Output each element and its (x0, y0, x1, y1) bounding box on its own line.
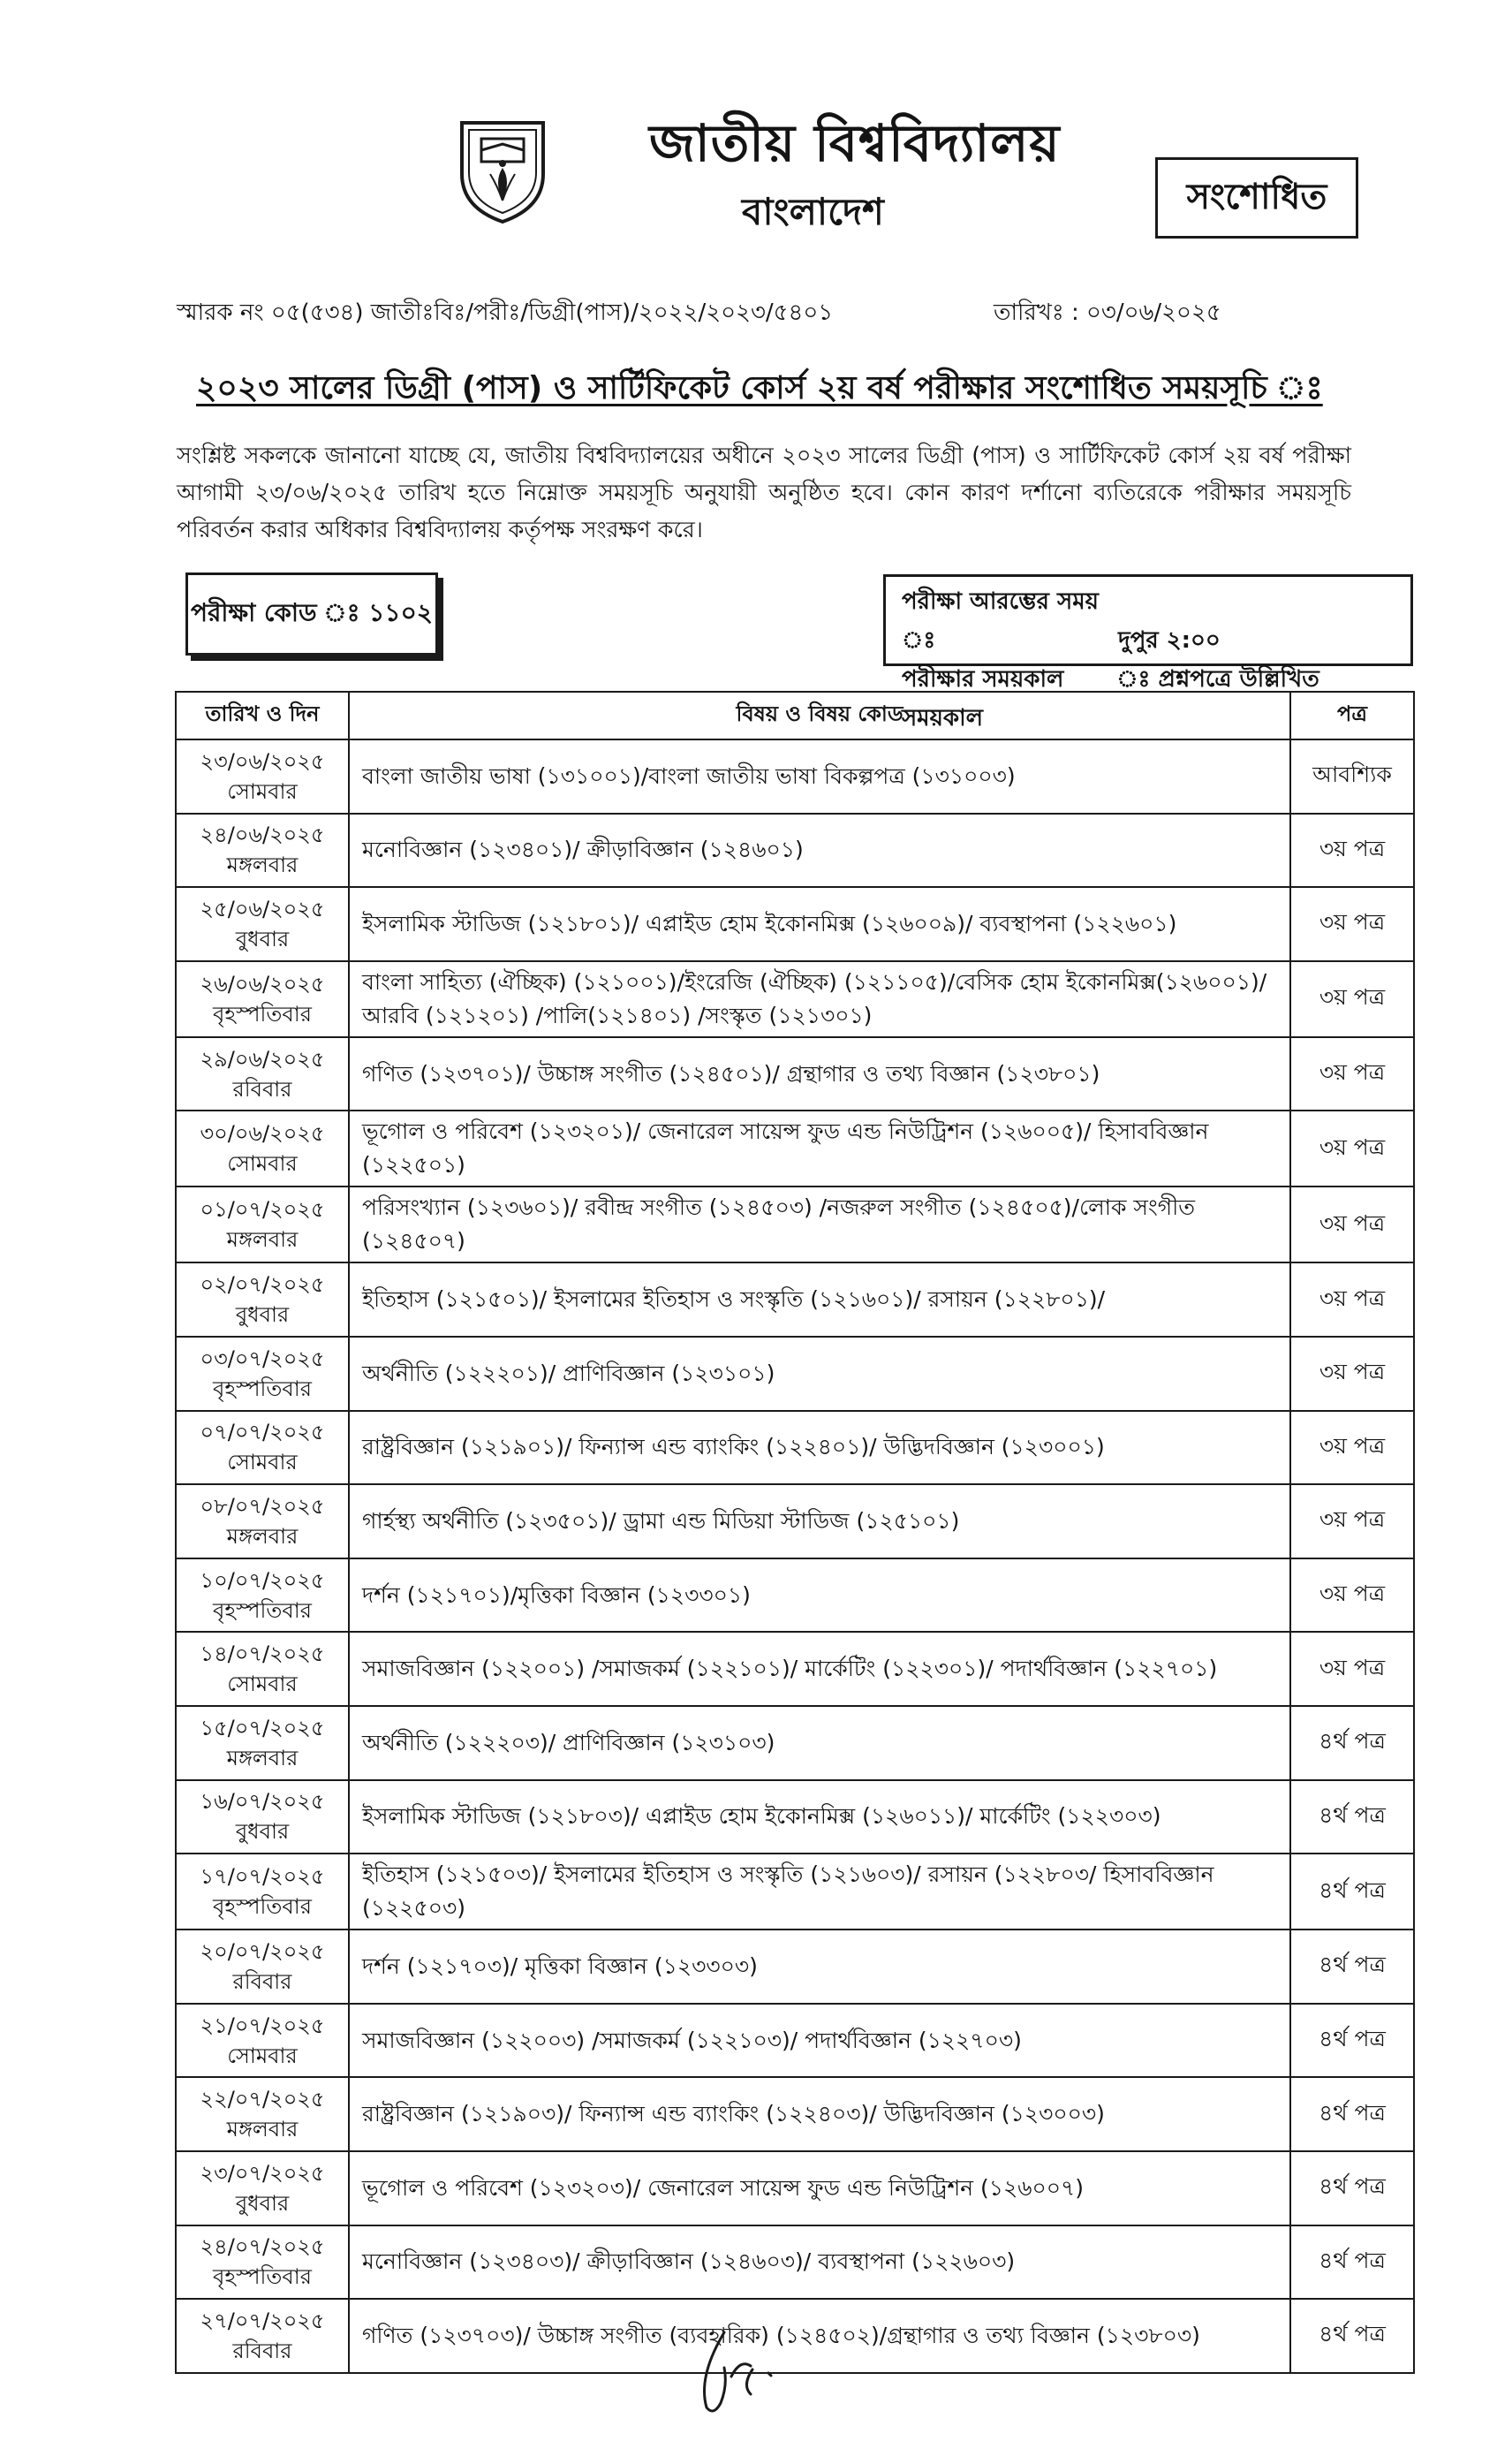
date-cell (176, 1337, 349, 1411)
paper-cell: ৪র্থ পত্র (1290, 2151, 1414, 2225)
date-cell (176, 1262, 349, 1337)
exam-day: বৃহস্পতিবার (213, 1597, 312, 1623)
exam-day: মঙ্গলবার (226, 2117, 299, 2142)
date-cell (176, 1780, 349, 1854)
table-row (176, 739, 1414, 814)
university-logo (455, 119, 550, 225)
date-cell (176, 814, 349, 888)
exam-day: রবিবার (232, 1968, 292, 1994)
exam-date: ০৭/০৭/২০২৫ (200, 1420, 325, 1445)
subject-cell: সমাজবিজ্ঞান (১২২০০১) /সমাজকর্ম (১২২১০১)/ মার্কেটিং (১২২৩০১)/ পদার্থবিজ্ঞান (১২২৭০১) (349, 1632, 1290, 1706)
paper-cell: ৪র্থ পত্র (1290, 1780, 1414, 1854)
paper-cell: ৩য় পত্র (1290, 961, 1414, 1037)
table-row (176, 961, 1414, 1037)
table-header-row (176, 692, 1414, 739)
revised-stamp: সংশোধিত (1155, 157, 1358, 239)
notice-paragraph: সংশ্লিষ্ট সকলকে জানানো যাচ্ছে যে, জাতীয় বিশ্ববিদ্যালয়ের অধীনে ২০২৩ সালের ডিগ্রী (পাস) ও সার্টিফিকেট কোর্স ২য় বর্ষ পরীক্ষা আগামী ২৩/০৬/২০২৫ তারিখ হতে নিম্নোক্ত সময়সূচি অনুযায়ী অনুষ্ঠিত হবে। কোন কারণ দর্শানো ব্যতিরেকে পরীক্ষার সময়সূচি পরিবর্তন করার অধিকার বিশ্ববিদ্যালয় কর্তৃপক্ষ সংরক্ষণ করে। (177, 443, 1351, 543)
date-cell (176, 887, 349, 961)
table-row (176, 2225, 1414, 2300)
table-row (176, 1037, 1414, 1111)
table-row (176, 2077, 1414, 2151)
subject-cell: পরিসংখ্যান (১২৩৬০১)/ রবীন্দ্র সংগীত (১২৪৫০৩) /নজরুল সংগীত (১২৪৫০৫)/লোক সংগীত (১২৪৫০৭) (349, 1187, 1290, 1262)
exam-day: সোমবার (227, 2043, 298, 2068)
subject-cell: দর্শন (১২১৭০১)/মৃত্তিকা বিজ্ঞান (১২৩৩০১) (349, 1558, 1290, 1633)
exam-date: ১০/০৭/২০২৫ (200, 1567, 325, 1593)
university-country: বাংলাদেশ (742, 190, 884, 233)
subject-cell: রাষ্ট্রবিজ্ঞান (১২১৯০৩)/ ফিন্যান্স এন্ড ব্যাংকিং (১২২৪০৩)/ উদ্ভিদবিজ্ঞান (১২৩০০৩) (349, 2077, 1290, 2151)
paper-cell: ৩য় পত্র (1290, 887, 1414, 961)
exam-day: বৃহস্পতিবার (213, 1376, 312, 1401)
paper-cell: ৩য় পত্র (1290, 1558, 1414, 1633)
paper-cell: ৩য় পত্র (1290, 1111, 1414, 1187)
exam-date: ২৩/০৭/২০২৫ (200, 2160, 325, 2186)
table-row (176, 1930, 1414, 2004)
subject-cell: ভূগোল ও পরিবেশ (১২৩২০১)/ জেনারেল সায়েন্স ফুড এন্ড নিউট্রিশন (১২৬০০৫)/ হিসাববিজ্ঞান (১২২৫০১) (349, 1111, 1290, 1187)
exam-date: ২০/০৭/২০২৫ (200, 1938, 325, 1964)
date-cell (176, 2077, 349, 2151)
exam-date: ২১/০৭/২০২৫ (200, 2013, 325, 2038)
subject-cell: মনোবিজ্ঞান (১২৩৪০৩)/ ক্রীড়াবিজ্ঞান (১২৪৬০৩)/ ব্যবস্থাপনা (১২২৬০৩) (349, 2225, 1290, 2300)
paper-cell: ৩য় পত্র (1290, 1262, 1414, 1337)
exam-day: বৃহস্পতিবার (213, 2264, 312, 2290)
exam-date: ০৩/০৭/২০২৫ (200, 1346, 325, 1371)
paper-cell: ৪র্থ পত্র (1290, 2077, 1414, 2151)
table-row (176, 1780, 1414, 1854)
exam-duration-value: ঃ প্রশ্নপত্রে উল্লিখিত সময়কাল (902, 666, 1319, 732)
paper-cell: ৪র্থ পত্র (1290, 1854, 1414, 1930)
paper-cell: ৪র্থ পত্র (1290, 2004, 1414, 2078)
exam-date: ২৪/০৬/২০২৫ (200, 823, 325, 848)
subject-cell: দর্শন (১২১৭০৩)/ মৃত্তিকা বিজ্ঞান (১২৩৩০৩) (349, 1930, 1290, 2004)
date-cell (176, 1558, 349, 1633)
table-row (176, 1187, 1414, 1262)
subject-cell: ইসলামিক স্টাডিজ (১২১৮০৩)/ এপ্লাইড হোম ইকোনমিক্স (১২৬০১১)/ মার্কেটিং (১২২৩০৩) (349, 1780, 1290, 1854)
table-row (176, 1262, 1414, 1337)
exam-day: মঙ্গলবার (226, 1227, 299, 1253)
column-header-paper: পত্র (1290, 692, 1414, 739)
paper-cell: ৩য় পত্র (1290, 814, 1414, 888)
exam-date: ২৭/০৭/২০২৫ (200, 2308, 325, 2333)
exam-day: সোমবার (227, 778, 298, 804)
subject-cell: ভূগোল ও পরিবেশ (১২৩২০৩)/ জেনারেল সায়েন্স ফুড এন্ড নিউট্রিশন (১২৬০০৭) (349, 2151, 1290, 2225)
schedule-table-body (176, 739, 1414, 2373)
exam-date: ০২/০৭/২০২৫ (200, 1272, 325, 1298)
memo-reference: স্মারক নং ০৫(৫৩৪) জাতীঃবিঃ/পরীঃ/ডিগ্রী(পাস)/২০২২/২০২৩/৫৪০১ (177, 299, 834, 326)
exam-code-box (185, 572, 438, 656)
exam-date: ১৬/০৭/২০২৫ (200, 1789, 325, 1815)
subject-cell: গার্হস্থ্য অর্থনীতি (১২৩৫০১)/ ড্রামা এন্ড মিডিয়া স্টাডিজ (১২৫১০১) (349, 1484, 1290, 1558)
date-cell (176, 739, 349, 814)
exam-date: ২৯/০৬/২০২৫ (200, 1046, 325, 1072)
exam-day: মঙ্গলবার (226, 853, 299, 878)
exam-day: রবিবার (232, 2338, 292, 2363)
table-row (176, 1337, 1414, 1411)
date-cell (176, 2004, 349, 2078)
exam-date: ১৭/০৭/২০২৫ (200, 1864, 325, 1890)
subject-cell: সমাজবিজ্ঞান (১২২০০৩) /সমাজকর্ম (১২২১০৩)/ পদার্থবিজ্ঞান (১২২৭০৩) (349, 2004, 1290, 2078)
exam-start-value: দুপুর ২:০০ (1118, 627, 1221, 654)
paper-cell: ৩য় পত্র (1290, 1632, 1414, 1706)
exam-start-line (902, 582, 1395, 660)
date-cell (176, 1411, 349, 1485)
table-row (176, 1854, 1414, 1930)
paper-cell: ৪র্থ পত্র (1290, 1706, 1414, 1780)
table-row (176, 1411, 1414, 1485)
subject-cell: অর্থনীতি (১২২২০৩)/ প্রাণিবিজ্ঞান (১২৩১০৩) (349, 1706, 1290, 1780)
date-cell (176, 2225, 349, 2300)
exam-date: ২২/০৭/২০২৫ (200, 2087, 325, 2112)
paper-cell: ৩য় পত্র (1290, 1411, 1414, 1485)
paper-cell: ৩য় পত্র (1290, 1187, 1414, 1262)
exam-time-box (883, 574, 1413, 732)
paper-cell: ৪র্থ পত্র (1290, 2299, 1414, 2373)
subject-cell: বাংলা সাহিত্য (ঐচ্ছিক) (১২১০০১)/ইংরেজি (ঐচ্ছিক) (১২১১০৫)/বেসিক হোম ইকোনমিক্স(১২৬০০১)/ আরবি (১২১২০১) /পালি(১২১৪০১) /সংস্কৃত (১২১৩০১) (349, 961, 1290, 1037)
signature (689, 2324, 813, 2421)
exam-day: বুধবার (235, 1819, 290, 1845)
exam-day: বুধবার (235, 926, 290, 951)
page-title: ২০২৩ সালের ডিগ্রী (পাস) ও সার্টিফিকেট কোর্স ২য় বর্ষ পরীক্ষার সংশোধিত সময়সূচি ঃ (196, 370, 1323, 406)
exam-date: ১৫/০৭/২০২৫ (200, 1715, 325, 1740)
exam-day: বুধবার (235, 1302, 290, 1328)
table-row (176, 1484, 1414, 1558)
date-cell (176, 2151, 349, 2225)
exam-date: ০৮/০৭/২০২৫ (200, 1493, 325, 1519)
exam-day: মঙ্গলবার (226, 1745, 299, 1770)
university-name: জাতীয় বিশ্ববিদ্যালয় (649, 113, 1061, 173)
table-row (176, 1558, 1414, 1633)
memo-date: তারিখঃ : ০৩/০৬/২০২৫ (994, 299, 1221, 326)
paper-cell: আবশ্যিক (1290, 739, 1414, 814)
exam-day: সোমবার (227, 1450, 298, 1475)
date-cell (176, 1854, 349, 1930)
date-cell (176, 1037, 349, 1111)
exam-date: ২৪/০৭/২০২৫ (200, 2234, 325, 2260)
exam-date: ০১/০৭/২০২৫ (200, 1197, 325, 1223)
table-row (176, 2151, 1414, 2225)
exam-date: ৩০/০৬/২০২৫ (200, 1121, 325, 1147)
column-header-date: তারিখ ও দিন (176, 692, 349, 739)
subject-cell: বাংলা জাতীয় ভাষা (১৩১০০১)/বাংলা জাতীয় ভাষা বিকল্পপত্র (১৩১০০৩) (349, 739, 1290, 814)
exam-date: ২৫/০৬/২০২৫ (200, 896, 325, 921)
exam-day: মঙ্গলবার (226, 1523, 299, 1549)
subject-cell: ইতিহাস (১২১৫০১)/ ইসলামের ইতিহাস ও সংস্কৃতি (১২১৬০১)/ রসায়ন (১২২৮০১)/ (349, 1262, 1290, 1337)
subject-cell: ইসলামিক স্টাডিজ (১২১৮০১)/ এপ্লাইড হোম ইকোনমিক্স (১২৬০০৯)/ ব্যবস্থাপনা (১২২৬০১) (349, 887, 1290, 961)
paper-cell: ৪র্থ পত্র (1290, 2225, 1414, 2300)
subject-cell: গণিত (১২৩৭০১)/ উচ্চাঙ্গ সংগীত (১২৪৫০১)/ গ্রন্থাগার ও তথ্য বিজ্ঞান (১২৩৮০১) (349, 1037, 1290, 1111)
subject-cell: রাষ্ট্রবিজ্ঞান (১২১৯০১)/ ফিন্যান্স এন্ড ব্যাংকিং (১২২৪০১)/ উদ্ভিদবিজ্ঞান (১২৩০০১) (349, 1411, 1290, 1485)
date-cell (176, 1111, 349, 1187)
table-row (176, 887, 1414, 961)
exam-duration-label: পরীক্ষার সময়কাল (902, 666, 1064, 693)
date-cell (176, 1484, 349, 1558)
date-cell (176, 961, 349, 1037)
subject-cell: গণিত (১২৩৭০৩)/ উচ্চাঙ্গ সংগীত (ব্যবহারিক) (১২৪৫০২)/গ্রন্থাগার ও তথ্য বিজ্ঞান (১২৩৮০৩) (349, 2299, 1290, 2373)
table-row (176, 814, 1414, 888)
paper-cell: ৩য় পত্র (1290, 1037, 1414, 1111)
schedule-table (175, 691, 1415, 2374)
date-cell (176, 1632, 349, 1706)
exam-day: বুধবার (235, 2190, 290, 2216)
column-header-subject: বিষয় ও বিষয় কোড (349, 692, 1290, 739)
table-row (176, 2004, 1414, 2078)
subject-cell: অর্থনীতি (১২২২০১)/ প্রাণিবিজ্ঞান (১২৩১০১) (349, 1337, 1290, 1411)
exam-day: সোমবার (227, 1672, 298, 1697)
exam-date: ১৪/০৭/২০২৫ (200, 1641, 325, 1667)
subject-cell: ইতিহাস (১২১৫০৩)/ ইসলামের ইতিহাস ও সংস্কৃতি (১২১৬০৩)/ রসায়ন (১২২৮০৩/ হিসাববিজ্ঞান (১২২৫০৩) (349, 1854, 1290, 1930)
exam-start-label: পরীক্ষা আরম্ভের সময় ঃ (902, 588, 1099, 654)
paper-cell: ৩য় পত্র (1290, 1337, 1414, 1411)
table-row (176, 1632, 1414, 1706)
exam-code-label: পরীক্ষা কোড ঃ ১১০২ (190, 597, 434, 627)
date-cell (176, 1930, 349, 2004)
paper-cell: ৪র্থ পত্র (1290, 1930, 1414, 2004)
subject-cell: মনোবিজ্ঞান (১২৩৪০১)/ ক্রীড়াবিজ্ঞান (১২৪৬০১) (349, 814, 1290, 888)
table-row (176, 1111, 1414, 1187)
paper-cell: ৩য় পত্র (1290, 1484, 1414, 1558)
exam-date: ২৩/০৬/২০২৫ (200, 748, 325, 774)
exam-day: সোমবার (227, 1151, 298, 1177)
exam-date: ২৬/০৬/২০২৫ (200, 971, 325, 997)
table-row (176, 1706, 1414, 1780)
exam-day: বৃহস্পতিবার (213, 1001, 312, 1027)
exam-day: রবিবার (232, 1076, 292, 1102)
date-cell (176, 2299, 349, 2373)
date-cell (176, 1187, 349, 1262)
exam-day: বৃহস্পতিবার (213, 1894, 312, 1920)
date-cell (176, 1706, 349, 1780)
